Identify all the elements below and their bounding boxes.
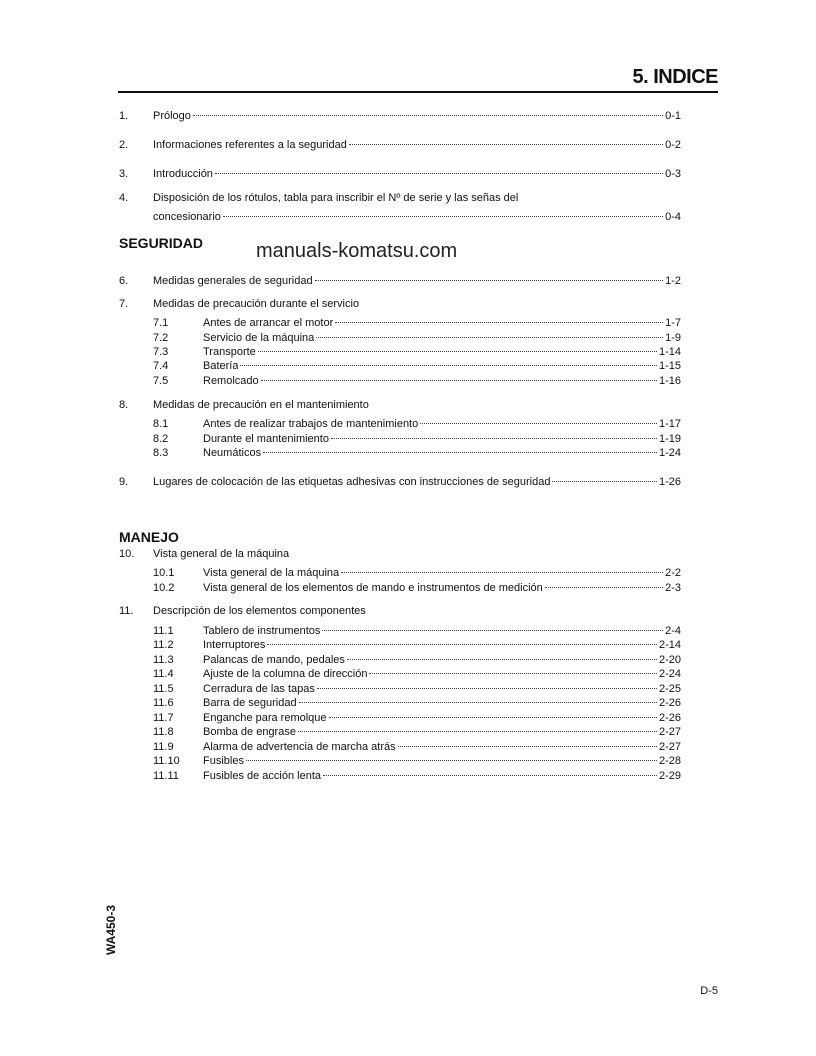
dot-leader xyxy=(258,338,657,352)
entry-number: 3. xyxy=(119,168,129,180)
entry-number: 8.1 xyxy=(153,418,169,430)
toc-entry[interactable] xyxy=(119,134,681,152)
dot-leader xyxy=(331,425,657,439)
toc-entry[interactable] xyxy=(119,270,681,288)
dot-leader xyxy=(545,574,663,588)
group-title: Medidas de precaución durante el servicio xyxy=(153,298,360,310)
dot-leader xyxy=(335,309,663,323)
dot-leader xyxy=(298,718,657,732)
entry-number: 7.3 xyxy=(153,346,169,358)
entry-number: 7.4 xyxy=(153,360,169,372)
entry-number: 8. xyxy=(119,399,129,411)
entry-text: Remolcado xyxy=(203,375,259,387)
entry-text: Vista general de la máquina xyxy=(203,567,340,579)
entry-text: Informaciones referentes a la seguridad xyxy=(153,139,347,151)
watermark: manuals-komatsu.com xyxy=(256,240,458,262)
entry-text: Barra de seguridad xyxy=(203,697,297,709)
dot-leader xyxy=(316,324,663,338)
dot-leader xyxy=(263,439,657,453)
entry-page: 1-7 xyxy=(665,317,681,329)
entry-page: 1-19 xyxy=(658,433,681,445)
entry-page: 2-14 xyxy=(658,639,681,651)
dot-leader xyxy=(322,617,663,631)
dot-leader xyxy=(193,102,663,116)
entry-page: 0-4 xyxy=(665,211,681,223)
entry-page: 1-15 xyxy=(658,360,681,372)
entry-page: 0-2 xyxy=(665,139,681,151)
entry-page: 2-26 xyxy=(658,697,681,709)
entry-number: 11.9 xyxy=(153,741,174,753)
entry-number: 11.5 xyxy=(153,683,174,695)
entry-text: Medidas generales de seguridad xyxy=(153,275,313,287)
page-title: 5. INDICE xyxy=(632,66,718,88)
entry-number: 11. xyxy=(119,605,134,617)
section-heading-seguridad: SEGURIDAD xyxy=(119,235,204,251)
dot-leader xyxy=(341,559,663,573)
toc-entry[interactable] xyxy=(119,105,681,123)
entry-number: 11.7 xyxy=(153,712,174,724)
group-title: Medidas de precaución en el mantenimiento xyxy=(153,399,369,411)
entry-page: 2-29 xyxy=(658,770,681,782)
entry-page: 2-3 xyxy=(665,582,681,594)
entry-text: Palancas de mando, pedales xyxy=(203,654,345,666)
dot-leader xyxy=(223,203,663,217)
entry-text: Antes de arrancar el motor xyxy=(203,317,334,329)
entry-text: Introducción xyxy=(153,168,213,180)
entry-number: 4. xyxy=(119,192,129,204)
entry-text: Enganche para remolque xyxy=(203,712,327,724)
toc-subentry[interactable] xyxy=(119,765,681,783)
toc-entry[interactable] xyxy=(119,163,681,181)
entry-page: 2-24 xyxy=(658,668,681,680)
entry-text: Cerradura de las tapas xyxy=(203,683,315,695)
entry-number: 11.10 xyxy=(153,755,180,767)
entry-text: Neumáticos xyxy=(203,447,262,459)
entry-number: 11.1 xyxy=(153,625,174,637)
dot-leader xyxy=(317,675,657,689)
entry-page: 1-16 xyxy=(658,375,681,387)
dot-leader xyxy=(349,131,663,145)
entry-number: 7. xyxy=(119,298,129,310)
entry-page: 2-25 xyxy=(658,683,681,695)
entry-page: 1-17 xyxy=(658,418,681,430)
dot-leader xyxy=(240,352,657,366)
entry-text: Lugares de colocación de las etiquetas adhesivas con instrucciones de seguridad xyxy=(153,476,551,488)
group-title: Vista general de la máquina xyxy=(153,548,290,560)
entry-page: 2-28 xyxy=(658,755,681,767)
toc-subentry[interactable] xyxy=(119,370,681,388)
entry-text: Ajuste de la columna de dirección xyxy=(203,668,368,680)
entry-number: 8.2 xyxy=(153,433,169,445)
entry-number: 11.3 xyxy=(153,654,174,666)
dot-leader xyxy=(329,704,657,718)
entry-text: Batería xyxy=(203,360,239,372)
entry-number: 11.4 xyxy=(153,668,174,680)
entry-page: 0-1 xyxy=(665,110,681,122)
entry-text: Fusibles xyxy=(203,755,244,767)
toc-entry[interactable] xyxy=(119,206,681,224)
dot-leader xyxy=(552,468,656,482)
entry-page: 0-3 xyxy=(665,168,681,180)
entry-text: Bomba de engrase xyxy=(203,726,296,738)
entry-text: Antes de realizar trabajos de mantenimiento xyxy=(203,418,419,430)
entry-page: 1-9 xyxy=(665,332,681,344)
entry-number: 11.6 xyxy=(153,697,174,709)
entry-text: Vista general de los elementos de mando e instrumentos de medición xyxy=(203,582,543,594)
toc-entry[interactable] xyxy=(119,471,681,489)
entry-number: 9. xyxy=(119,476,129,488)
entry-text: Prólogo xyxy=(153,110,191,122)
dot-leader xyxy=(420,410,657,424)
dot-leader xyxy=(369,660,656,674)
model-side-label: WA450-3 xyxy=(104,904,118,955)
entry-number: 2. xyxy=(119,139,129,151)
dot-leader xyxy=(215,160,663,174)
entry-number: 7.1 xyxy=(153,317,169,329)
entry-text: Durante el mantenimiento xyxy=(203,433,329,445)
page-number: D-5 xyxy=(700,985,718,997)
entry-page: 2-27 xyxy=(658,741,681,753)
entry-page: 2-26 xyxy=(658,712,681,724)
title-rule xyxy=(118,91,718,93)
entry-number: 11.11 xyxy=(153,770,179,782)
entry-text: Tablero de instrumentos xyxy=(203,625,321,637)
entry-page: 2-27 xyxy=(658,726,681,738)
entry-number: 11.8 xyxy=(153,726,174,738)
toc-subentry[interactable] xyxy=(119,577,681,595)
dot-leader xyxy=(347,646,657,660)
entry-number: 7.5 xyxy=(153,375,169,387)
dot-leader xyxy=(315,267,663,281)
dot-leader xyxy=(267,631,657,645)
entry-number: 10.2 xyxy=(153,582,175,594)
entry-text: Alarma de advertencia de marcha atrás xyxy=(203,741,396,753)
entry-page: 2-2 xyxy=(665,567,681,579)
entry-page: 2-4 xyxy=(665,625,681,637)
entry-page: 2-20 xyxy=(658,654,681,666)
entry-number: 10. xyxy=(119,548,135,560)
dot-leader xyxy=(299,689,657,703)
dot-leader xyxy=(261,367,657,381)
entry-number: 6. xyxy=(119,275,129,287)
entry-text: Disposición de los rótulos, tabla para inscribir el Nº de serie y las señas del xyxy=(153,192,519,204)
dot-leader xyxy=(246,747,657,761)
entry-number: 10.1 xyxy=(153,567,175,579)
entry-number: 11.2 xyxy=(153,639,174,651)
entry-number: 1. xyxy=(119,110,129,122)
entry-number: 8.3 xyxy=(153,447,169,459)
entry-page: 1-24 xyxy=(658,447,681,459)
entry-text: Servicio de la máquina xyxy=(203,332,315,344)
entry-page: 1-2 xyxy=(665,275,681,287)
dot-leader xyxy=(398,733,657,747)
section-heading-manejo: MANEJO xyxy=(119,529,179,545)
entry-text: Transporte xyxy=(203,346,256,358)
entry-text: Interruptores xyxy=(203,639,266,651)
group-title: Descripción de los elementos componentes xyxy=(153,605,366,617)
entry-page: 1-26 xyxy=(658,476,681,488)
toc-subentry[interactable] xyxy=(119,442,681,460)
entry-text: Fusibles de acción lenta xyxy=(203,770,322,782)
entry-text: concesionario xyxy=(153,211,221,223)
dot-leader xyxy=(323,762,657,776)
entry-number: 7.2 xyxy=(153,332,169,344)
entry-page: 1-14 xyxy=(658,346,681,358)
